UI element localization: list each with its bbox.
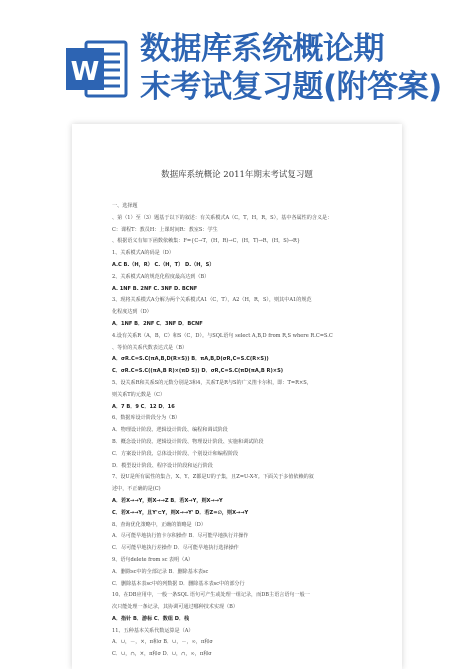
document-line: 次只能处理一条记录，其协调可通过哪种技术实现（B）: [112, 604, 238, 611]
document-line: 、第（1）至（3）题基于以下的叙述：有关系模式A（C，T，H，R，S），基中各属性的含义是：: [112, 214, 333, 221]
document-line: C．尽可能早地执行差操作 D．尽可能早地执行选择操作: [112, 545, 239, 552]
title-line-1: 数据库系统概论期: [140, 31, 384, 67]
document-line: A．σR.C=S.C(πA,B,D(R×S)) B．πA,B,D(σR,C=S.C(R×S)): [112, 356, 269, 363]
document-line: 则关系T的元数是（C）: [112, 391, 166, 398]
document-line: A．指针 B．游标 C．数组 D．栈: [112, 615, 190, 622]
document-line: 、等价的关系代数表达式是（B）: [112, 344, 188, 351]
document-line: 5、设关系R和关系S的元数分别是3和4，关系T是R与S的广义笛卡尔积，即：T=R×S，: [112, 379, 312, 386]
document-line: 述中，不正确的是(C): [112, 486, 161, 493]
document-line: 4.设有关系R（A，B，C）和S（C，D）。与SQL语句 select A,B,D from R,S where R.C=S.C: [112, 332, 333, 339]
document-line: A．若X→→Y，则X→→Z B．若X→Y，则X→→Y: [112, 497, 223, 504]
document-title: 数据库系统概论 2011年期末考试复习题: [161, 170, 313, 180]
document-line: B．概念设计阶段、逻辑设计阶段、物理设计阶段、实施和调试阶段: [112, 438, 264, 445]
document-line: 1、关系模式A的码是（D）: [112, 250, 174, 257]
document-line: 、根据语义有如下函数依赖集：F={C→T，(H，R)→C，(H，T)→R，(H，S)→R}: [112, 238, 301, 245]
document-line: C．删除基本表sc中的列数据 D．删除基本表sc中的部分行: [112, 580, 245, 587]
document-line: 6、数据库设计阶段分为（B）: [112, 415, 181, 422]
document-line: C．σR.C=S.C((πA,B R)×(πD S)) D．σR,C=S.C(πD(πA,B R)×S): [112, 368, 284, 375]
document-line: A．尽可能早地执行笛卡尔积操作 B．尽可能早地执行并操作: [112, 533, 249, 540]
document-line: 10、在DB应用中，一般一条SQL 语句可产生或处理一组记录，而DB主语言语句一般一: [112, 592, 310, 599]
document-line: C：课程T：教员H：上课时间R：教室S：学生: [112, 226, 218, 233]
title-line-2: 末考试复习题(附答案): [140, 69, 442, 105]
document-line: A．物理设计阶段、逻辑设计阶段、编程和调试阶段: [112, 427, 228, 434]
document-line: 化程度达到（D）: [112, 309, 152, 316]
document-line: A. 1NF B. 2NF C. 3NF D. BCNF: [112, 285, 198, 292]
document-line: C．若X→→Y，且Y'⊂Y，则X→→Y' D．若Z=∅，则X→→Y: [112, 509, 249, 516]
document-line: A．删除sc中的全部记录 B．删除基本表sc: [112, 568, 209, 575]
document-line: A.C B.（H，R） C.（H，T） D.（H，S）: [112, 261, 215, 268]
document-body: [112, 201, 382, 661]
document-line: 3、现将关系模式A分解为两个关系模式A1（C，T），A2（H，R，S），则其中A1的规范: [112, 297, 312, 304]
document-line: 一、选择题: [112, 203, 138, 209]
document-line: C．方案设计阶段、总体设计阶段、个别设计和编程阶段: [112, 450, 239, 457]
word-doc-icon: [64, 38, 128, 100]
document-page: [72, 124, 402, 669]
svg-text:W: W: [70, 57, 100, 87]
document-line: A．∪，－，×，π和σ B．∪，－，∞，π和σ: [112, 639, 213, 646]
document-line: 8、查询优化策略中，正确的策略是（D）: [112, 521, 206, 528]
document-line: 7、设U是所有属性的集合，X、Y、Z都是U的子集，且Z=U-X-Y。下面关于多值依赖的叙: [112, 474, 314, 481]
banner-title: [140, 30, 470, 106]
banner: [0, 0, 474, 110]
document-line: 2、关系模式A的规范化程度最高达到（B）: [112, 273, 210, 280]
document-line: A．7 B．9 C．12 D．16: [112, 403, 175, 410]
document-line: A．1NF B．2NF C．3NF D．BCNF: [112, 320, 203, 327]
document-line: 11、五种基本关系代数运算是（A）: [112, 627, 194, 634]
document-line: D．模型设计阶段、程序设计阶段和运行阶段: [112, 462, 213, 469]
document-line: 9、语句delete from sc 表明（A）: [112, 556, 194, 563]
document-line: C．∪，∩，×，π和σ D．∪，∩，∞，π和σ: [112, 651, 212, 658]
